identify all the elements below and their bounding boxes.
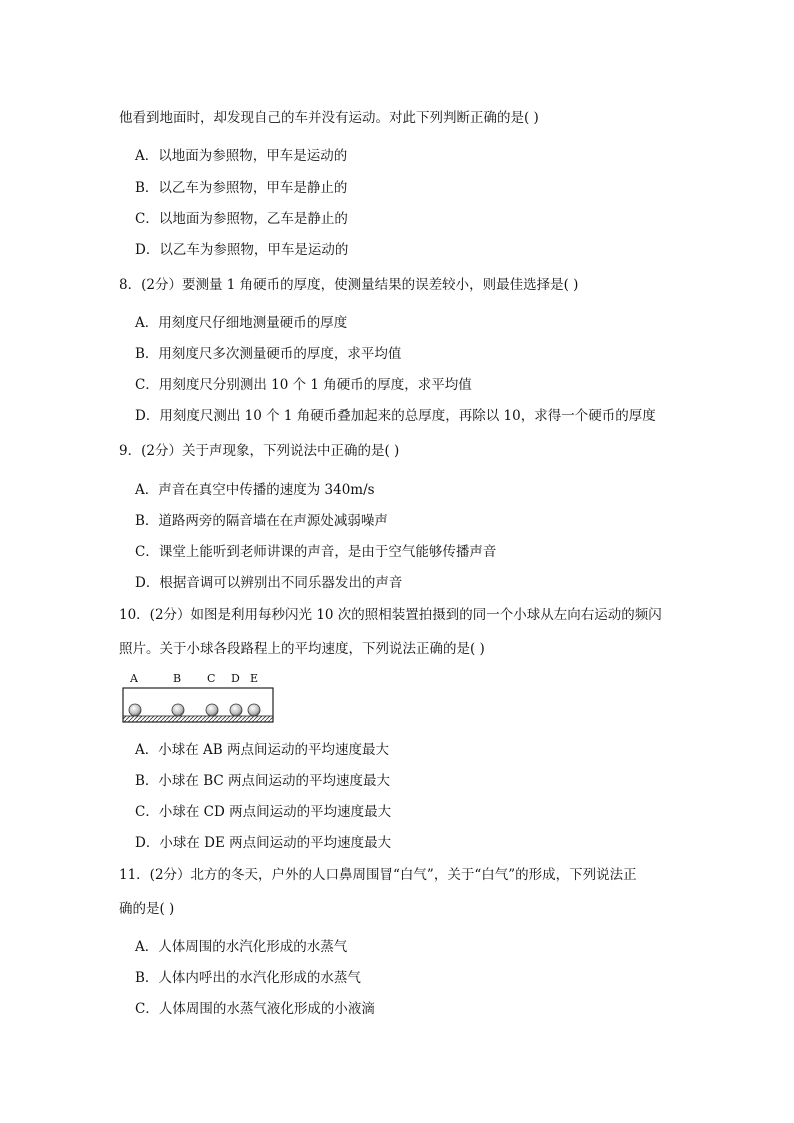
q7-continuation: 他看到地面时，却发现自己的车并没有运动。对此下列判断正确的是( ) <box>119 110 539 126</box>
q9-option-d[interactable]: D．根据音调可以辨别出不同乐器发出的声音 <box>135 575 403 591</box>
q7-option-b[interactable]: B．以乙车为参照物，甲车是静止的 <box>135 180 348 196</box>
q11-question-line1: 11．(2分）北方的冬天，户外的人口鼻周围冒“白气”，关于“白气”的形成，下列说法正 <box>119 867 637 883</box>
q9-option-b[interactable]: B．道路两旁的隔音墙在在声源处减弱噪声 <box>135 513 388 529</box>
q7-option-c[interactable]: C．以地面为参照物，乙车是静止的 <box>135 211 348 227</box>
q8-option-d[interactable]: D．用刻度尺测出 10 个 1 角硬币叠加起来的总厚度，再除以 10，求得一个硬币的厚度 <box>135 408 656 424</box>
q7-option-a[interactable]: A．以地面为参照物，甲车是运动的 <box>135 148 348 164</box>
ball-track-diagram <box>122 672 274 724</box>
q10-option-d[interactable]: D．小球在 DE 两点间运动的平均速度最大 <box>135 835 392 851</box>
q11-option-c[interactable]: C．人体周围的水蒸气液化形成的小液滴 <box>135 1001 375 1017</box>
q8-question: 8．(2分）要测量 1 角硬币的厚度，使测量结果的误差较小，则最佳选择是( ) <box>119 277 579 293</box>
q10-question-line1: 10．(2分）如图是利用每秒闪光 10 次的照相装置拍摄到的同一个小球从左向右运动的频闪 <box>119 607 662 623</box>
strobe-photo-figure <box>122 672 274 724</box>
ground-hatch <box>123 716 273 722</box>
q7-option-d[interactable]: D．以乙车为参照物，甲车是运动的 <box>135 242 349 258</box>
q11-option-a[interactable]: A．人体周围的水汽化形成的水蒸气 <box>135 939 348 955</box>
q9-question: 9．(2分）关于声现象，下列说法中正确的是( ) <box>119 443 400 459</box>
q10-option-b[interactable]: B．小球在 BC 两点间运动的平均速度最大 <box>135 773 391 789</box>
ball-c <box>206 704 218 716</box>
q10-option-c[interactable]: C．小球在 CD 两点间运动的平均速度最大 <box>135 804 392 820</box>
q8-option-b[interactable]: B．用刻度尺多次测量硬币的厚度，求平均值 <box>135 346 402 362</box>
q9-option-a[interactable]: A．声音在真空中传播的速度为 340m/s <box>135 482 375 498</box>
q10-question-line2: 照片。关于小球各段路程上的平均速度，下列说法正确的是( ) <box>119 641 485 657</box>
label-e: E <box>250 672 259 685</box>
ball-a <box>129 704 141 716</box>
label-c: C <box>207 672 216 685</box>
label-b: B <box>173 672 182 685</box>
ball-b <box>172 704 184 716</box>
ball-e <box>248 704 260 716</box>
ball-d <box>230 704 242 716</box>
q10-option-a[interactable]: A．小球在 AB 两点间运动的平均速度最大 <box>135 742 390 758</box>
q8-option-a[interactable]: A．用刻度尺仔细地测量硬币的厚度 <box>135 315 348 331</box>
q9-option-c[interactable]: C．课堂上能听到老师讲课的声音，是由于空气能够传播声音 <box>135 544 497 560</box>
q11-question-line2: 确的是( ) <box>119 901 175 917</box>
label-a: A <box>130 672 138 685</box>
q11-option-b[interactable]: B．人体内呼出的水汽化形成的水蒸气 <box>135 970 361 986</box>
q8-option-c[interactable]: C．用刻度尺分别测出 10 个 1 角硬币的厚度，求平均值 <box>135 377 472 393</box>
label-d: D <box>231 672 240 685</box>
